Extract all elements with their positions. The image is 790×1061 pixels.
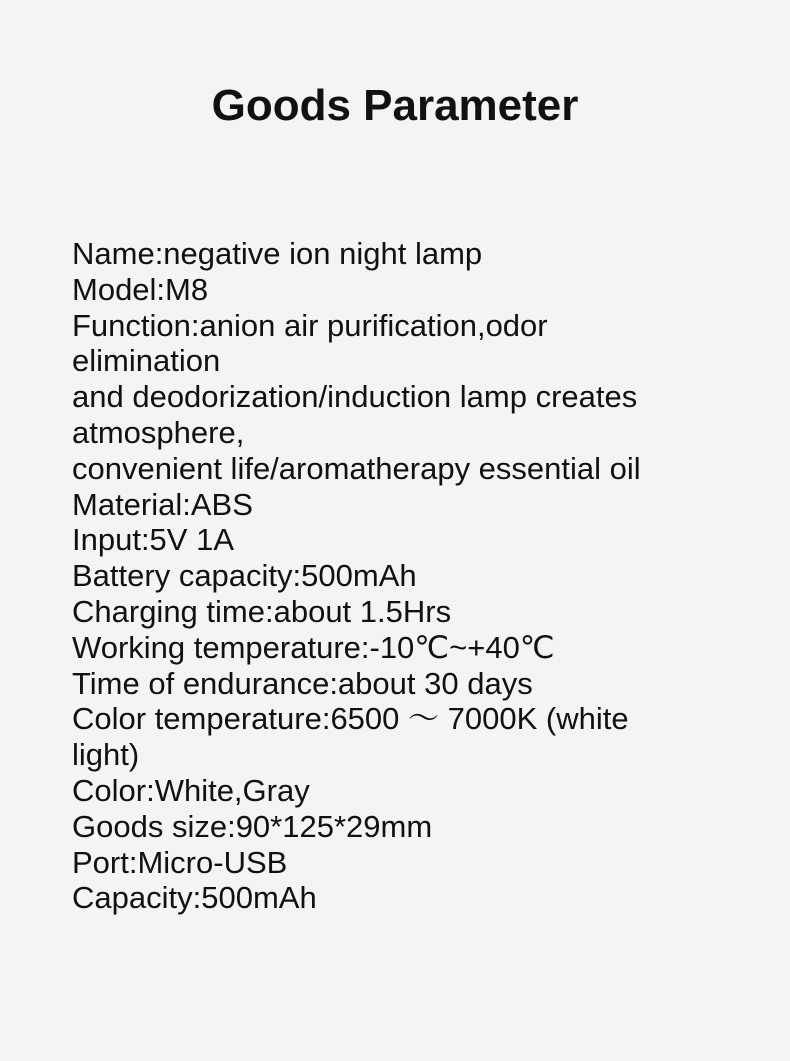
param-model: Model:M8 <box>72 271 209 307</box>
param-function-line-1: Function:anion air purification,odor <box>72 307 548 343</box>
param-color-temperature-line-2: light) <box>72 737 140 773</box>
param-working-temperature: Working temperature:-10℃~+40℃ <box>72 629 555 665</box>
param-function-line-3: and deodorization/induction lamp creates <box>72 379 638 415</box>
param-charging-time: Charging time:about 1.5Hrs <box>72 593 452 629</box>
parameter-list <box>72 236 752 916</box>
param-color-temperature-line-1: Color temperature:6500 ～ 7000K (white <box>72 701 629 737</box>
param-input: Input:5V 1A <box>72 522 235 558</box>
param-name: Name:negative ion night lamp <box>72 236 483 271</box>
param-capacity: Capacity:500mAh <box>72 880 317 916</box>
param-material: Material:ABS <box>72 486 253 522</box>
param-goods-size: Goods size:90*125*29mm <box>72 808 433 844</box>
param-port: Port:Micro-USB <box>72 844 288 880</box>
page-title: Goods Parameter <box>211 81 579 130</box>
param-function-line-2: elimination <box>72 343 221 379</box>
param-function-line-5: convenient life/aromatherapy essential oil <box>72 450 641 486</box>
param-battery-capacity: Battery capacity:500mAh <box>72 558 417 594</box>
param-time-of-endurance: Time of endurance:about 30 days <box>72 665 533 701</box>
param-function-line-4: atmosphere, <box>72 414 245 450</box>
param-color: Color:White,Gray <box>72 772 310 808</box>
